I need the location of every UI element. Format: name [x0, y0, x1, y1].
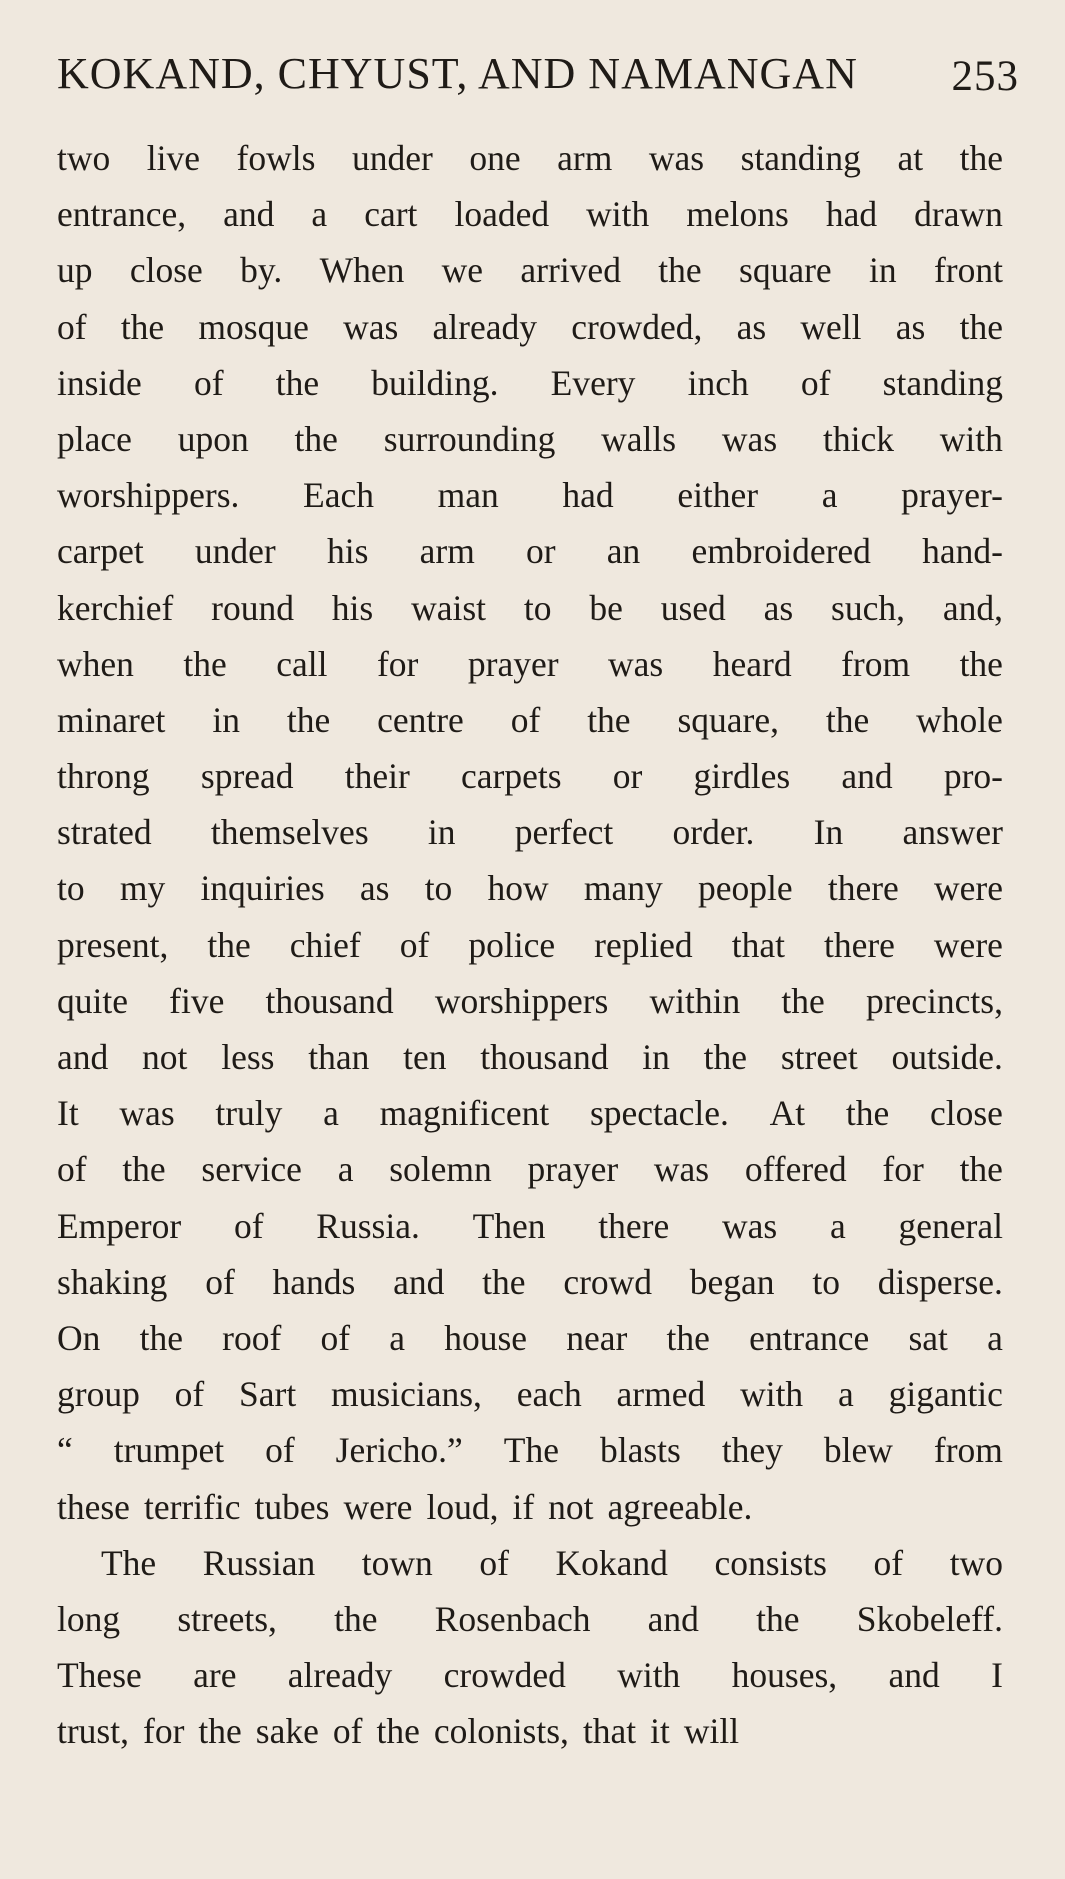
text-line: carpet under his arm or an embroidered hand-: [57, 531, 1003, 572]
text-line: worshippers. Each man had either a prayer-: [57, 475, 1003, 516]
running-head: [57, 38, 1019, 108]
text-line: The Russian town of Kokand consists of two: [101, 1542, 1003, 1583]
text-line: shaking of hands and the crowd began to disperse.: [57, 1261, 1003, 1302]
page-number: 253: [951, 53, 1019, 100]
running-title: KOKAND, CHYUST, AND NAMANGAN: [57, 49, 858, 98]
text-line: group of Sart musicians, each armed with a gigantic: [57, 1374, 1003, 1415]
text-line: throng spread their carpets or girdles and pro-: [57, 756, 1003, 797]
text-line: trust, for the sake of the colonists, that it will: [57, 1711, 740, 1752]
text-line: quite five thousand worshippers within the precincts,: [57, 980, 1003, 1021]
text-line: up close by. When we arrived the square in front: [57, 250, 1003, 291]
text-line: minaret in the centre of the square, the whole: [57, 699, 1003, 740]
text-line: these terrific tubes were loud, if not agreeable.: [57, 1486, 753, 1527]
text-line: to my inquiries as to how many people there were: [57, 868, 1003, 909]
text-line: place upon the surrounding walls was thick with: [57, 418, 1003, 459]
text-line: strated themselves in perfect order. In answer: [57, 812, 1003, 853]
text-line: present, the chief of police replied that there were: [57, 924, 1003, 965]
text-line: These are already crowded with houses, and I: [57, 1655, 1003, 1696]
text-line: Emperor of Russia. Then there was a general: [57, 1205, 1003, 1246]
body-text: [57, 130, 1003, 1759]
text-line: long streets, the Rosenbach and the Skobeleff.: [57, 1598, 1003, 1639]
text-line: “ trumpet of Jericho.” The blasts they blew from: [57, 1430, 1003, 1471]
text-line: inside of the building. Every inch of standing: [57, 362, 1003, 403]
text-line: of the mosque was already crowded, as well as the: [57, 306, 1003, 347]
text-line: kerchief round his waist to be used as such, and,: [57, 587, 1003, 628]
text-line: when the call for prayer was heard from the: [57, 643, 1003, 684]
text-line: two live fowls under one arm was standing at the: [57, 138, 1003, 178]
text-line: and not less than ten thousand in the street outside.: [57, 1037, 1003, 1077]
text-line: On the roof of a house near the entrance sat a: [57, 1317, 1003, 1358]
text-line: entrance, and a cart loaded with melons had drawn: [57, 194, 1003, 235]
text-line: of the service a solemn prayer was offered for the: [57, 1149, 1003, 1190]
text-line: It was truly a magnificent spectacle. At the close: [57, 1093, 1003, 1134]
